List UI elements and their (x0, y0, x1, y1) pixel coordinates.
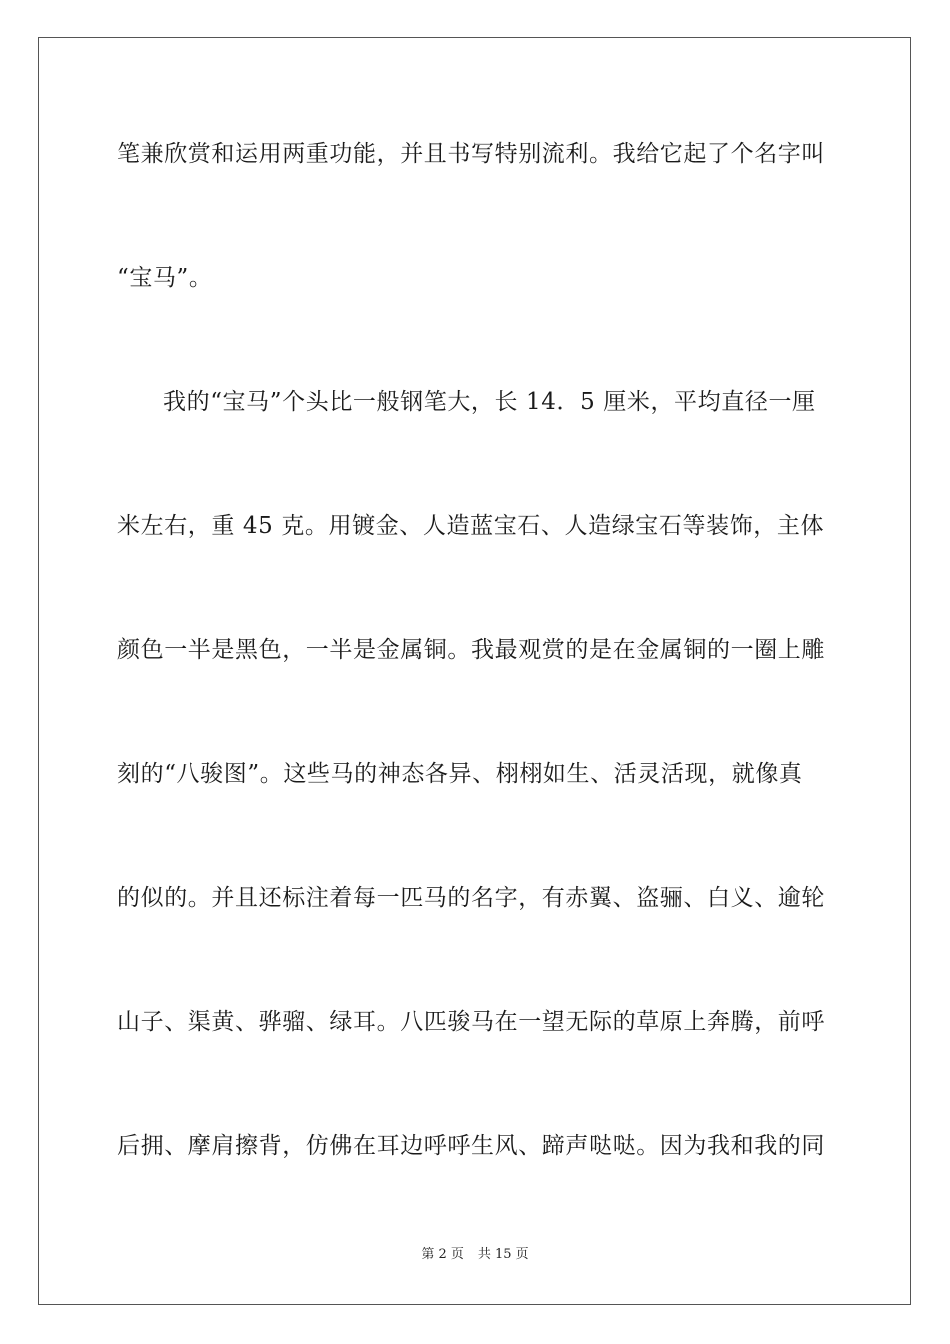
body-text-line-6: 刻的“八骏图”。这些马的神态各异、栩栩如生、活灵活现，就像真 (117, 761, 803, 787)
page-border (38, 37, 911, 1305)
page-number: 第 2 页 (421, 1247, 464, 1262)
page-footer (0, 1246, 950, 1264)
body-text-line-7: 的似的。并且还标注着每一匹马的名字，有赤翼、盗骊、白义、逾轮 (117, 885, 825, 911)
body-text-line-9: 后拥、摩肩擦背，仿佛在耳边呼呼生风、蹄声哒哒。因为我和我的同 (117, 1133, 825, 1159)
total-pages: 共 15 页 (477, 1247, 529, 1262)
body-text-line-4: 米左右，重 45 克。用镀金、人造蓝宝石、人造绿宝石等装饰，主体 (117, 513, 825, 539)
body-text-line-1: 笔兼欣赏和运用两重功能，并且书写特别流利。我给它起了个名字叫 (117, 141, 825, 167)
body-text-line-2: “宝马”。 (117, 265, 213, 291)
body-text-line-5: 颜色一半是黑色，一半是金属铜。我最观赏的是在金属铜的一圈上雕 (117, 637, 825, 663)
body-text-line-3: 我的“宝马”个头比一般钢笔大，长 14．5 厘米，平均直径一厘 (163, 389, 816, 415)
body-text-line-8: 山子、渠黄、骅骝、绿耳。八匹骏马在一望无际的草原上奔腾，前呼 (117, 1009, 825, 1035)
